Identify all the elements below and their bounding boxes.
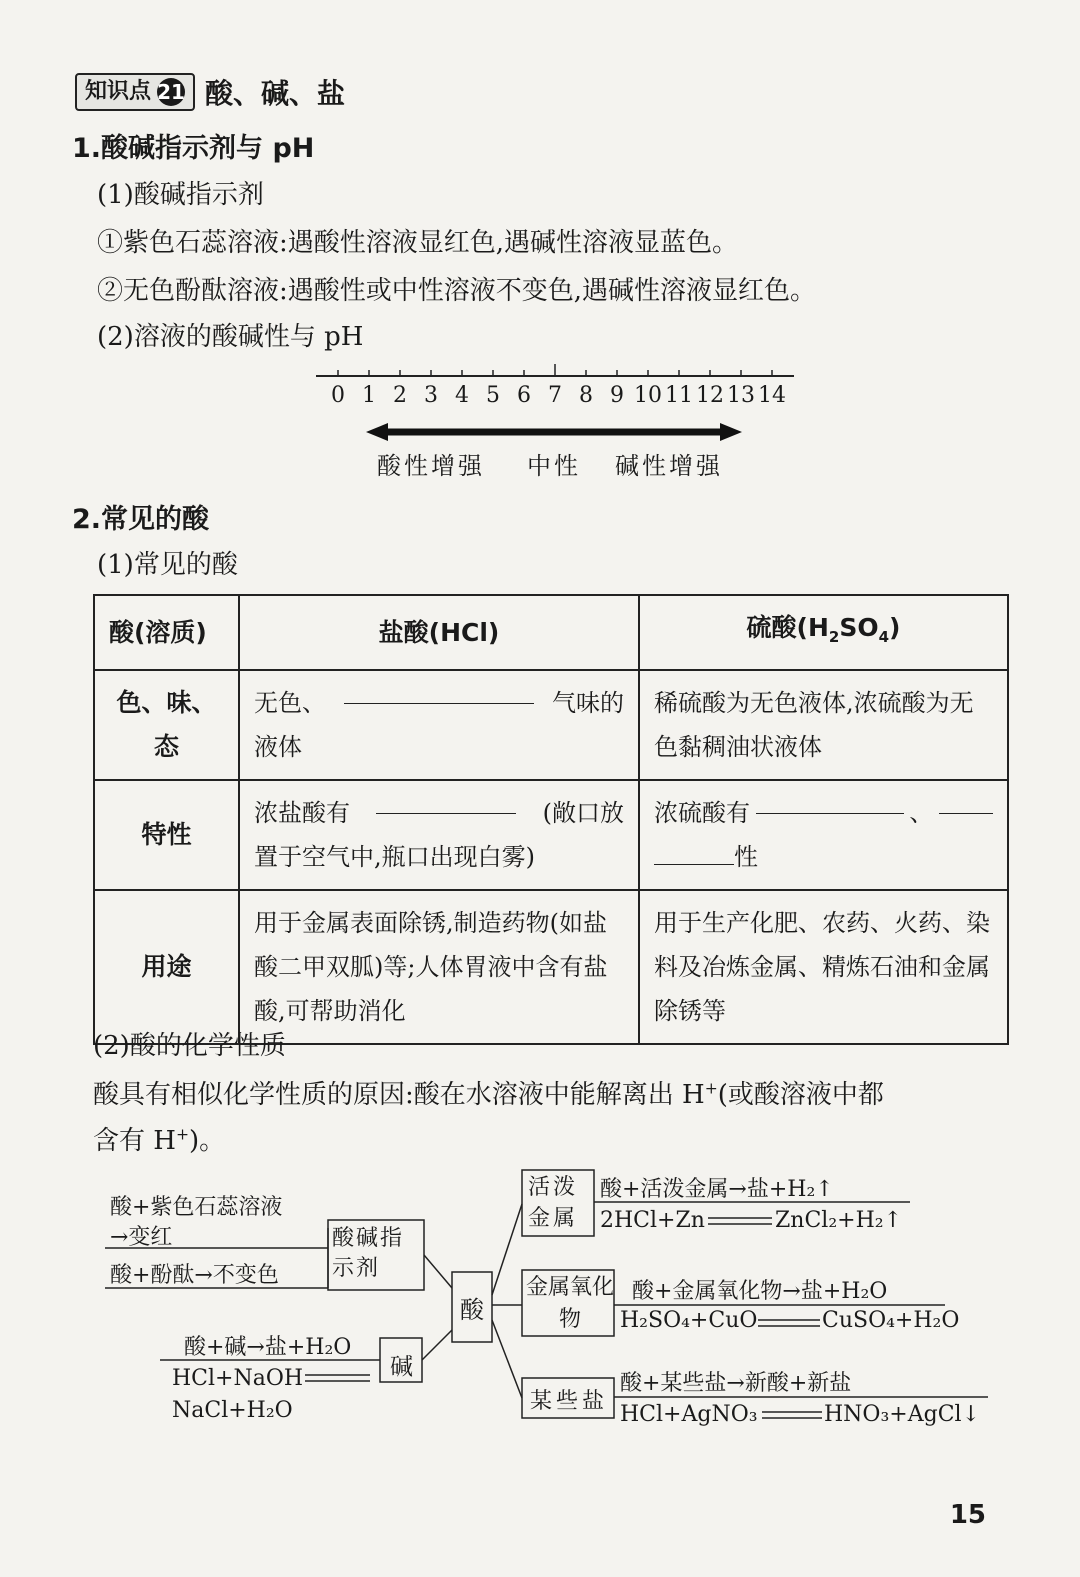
fill-blank[interactable]: [654, 842, 734, 865]
ph-tick-label: 0: [331, 383, 345, 408]
knowledge-point-label: [75, 73, 195, 111]
ph-tick-label: 4: [455, 383, 469, 408]
hcl-appearance-cell: 无色、 气味的 液体: [239, 670, 639, 780]
table-row: [94, 890, 1008, 1044]
h2so4-usage-cell: 用于生产化肥、农药、火药、染料及冶炼金属、精炼石油和金属除锈等: [639, 890, 1008, 1044]
row-head-appearance: 色、味、态: [94, 670, 239, 780]
badge-number: 21: [157, 80, 185, 104]
base-reaction-text: 酸+碱→盐+H₂O: [184, 1335, 352, 1360]
page-number: 15: [949, 1500, 986, 1530]
oxide-equation-left: H₂SO₄+CuO: [620, 1308, 758, 1333]
base-equation-left: HCl+NaOH: [172, 1366, 304, 1391]
ph-tick-label: 12: [696, 383, 724, 408]
ph-tick-label: 8: [579, 383, 593, 408]
ph-tick-label: 1: [362, 383, 376, 408]
subheading-common-acids: (1)常见的酸: [97, 550, 238, 580]
salt-equation-left: HCl+AgNO₃: [620, 1402, 758, 1427]
oxide-equation-right: CuSO₄+H₂O: [822, 1308, 960, 1333]
header-solute: 酸(溶质): [94, 595, 239, 670]
header-h2so4: 硫酸$(H_2SO_4)$: [639, 595, 1008, 670]
reason-line-1: 酸具有相似化学性质的原因:酸在水溶液中能解离出 H+(或酸溶液中都: [93, 1079, 884, 1110]
fill-blank[interactable]: [756, 791, 904, 814]
badge-label-text: 知识点: [85, 79, 152, 104]
hcl-usage-cell: 用于金属表面除锈,制造药物(如盐酸二甲双胍)等;人体胃液中含有盐酸,可帮助消化: [239, 890, 639, 1044]
center-acid-label: 酸: [460, 1296, 484, 1324]
oxide-box-label: 金属氧化物: [526, 1275, 615, 1332]
ph-tick-label: 11: [665, 383, 693, 408]
fill-blank[interactable]: [344, 681, 534, 704]
indicator-box-label: 酸碱指示剂: [332, 1226, 405, 1281]
ph-tick-label: 6: [517, 383, 531, 408]
metal-box-label: 活泼金属: [528, 1175, 579, 1231]
phenolphthalein-line: ②无色酚酞溶液:遇酸性或中性溶液不变色,遇碱性溶液显红色。: [97, 276, 817, 306]
table-header-row: [94, 595, 1008, 670]
fill-blank[interactable]: [376, 791, 516, 814]
table-row: [94, 780, 1008, 890]
ph-tick-label: 9: [610, 383, 624, 408]
ph-arrow-right: [720, 423, 742, 441]
fill-blank[interactable]: [939, 791, 993, 814]
salt-box-label: 某些盐: [530, 1389, 609, 1414]
section-title: 酸、碱、盐: [205, 77, 346, 110]
row-head-usage: 用途: [94, 890, 239, 1044]
ph-tick-label: 2: [393, 383, 407, 408]
ph-tick-label: 3: [424, 383, 438, 408]
neutral-label: 中性: [527, 452, 581, 480]
metal-reaction-text: 酸+活泼金属→盐+H₂↑: [600, 1177, 834, 1202]
h2so4-appearance-cell: 稀硫酸为无色液体,浓硫酸为无色黏稠油状液体: [639, 670, 1008, 780]
subheading-ph: (2)溶液的酸碱性与 pH: [97, 322, 364, 352]
indicator-text-1: 酸+紫色石蕊溶液: [110, 1195, 283, 1220]
oxide-reaction-text: 酸+金属氧化物→盐+H₂O: [632, 1279, 888, 1304]
base-stronger-label: 碱性增强: [615, 452, 723, 480]
acid-stronger-label: 酸性增强: [377, 452, 485, 480]
ph-tick-label: 10: [634, 383, 662, 408]
ph-arrow-left: [366, 423, 388, 441]
metal-equation-left: 2HCl+Zn: [600, 1208, 705, 1233]
base-equation-right: NaCl+H₂O: [172, 1398, 293, 1423]
ph-tick-label: 7: [548, 383, 562, 408]
subheading-chem-props: (2)酸的化学性质: [93, 1031, 286, 1061]
h2so4-property-cell: 浓硫酸有 、 性: [639, 780, 1008, 890]
indicator-text-3: 酸+酚酞→不变色: [110, 1263, 279, 1288]
row-head-property: 特性: [94, 780, 239, 890]
table-row: [94, 670, 1008, 780]
ph-tick-label: 13: [727, 383, 755, 408]
heading-common-acids: 2.常见的酸: [72, 504, 210, 535]
subheading-indicator: (1)酸碱指示剂: [97, 180, 264, 210]
acid-table: [93, 594, 1009, 1045]
section-badge: [75, 74, 345, 110]
ph-tick-label: 14: [758, 383, 786, 408]
indicator-text-2: →变红: [110, 1225, 173, 1250]
base-box-label: 碱: [390, 1354, 413, 1380]
metal-equation-right: ZnCl₂+H₂↑: [775, 1208, 903, 1233]
reason-line-2: 含有 H+)。: [93, 1125, 226, 1156]
ph-tick-label: 5: [486, 383, 500, 408]
salt-reaction-text: 酸+某些盐→新酸+新盐: [620, 1371, 852, 1396]
header-hcl: 盐酸(HCl): [239, 595, 639, 670]
litmus-line: ①紫色石蕊溶液:遇酸性溶液显红色,遇碱性溶液显蓝色。: [97, 228, 739, 258]
heading-indicator-ph: 1.酸碱指示剂与 pH: [72, 133, 315, 164]
salt-equation-right: HNO₃+AgCl↓: [824, 1402, 980, 1427]
hcl-property-cell: 浓盐酸有 (敞口放 置于空气中,瓶口出现白雾): [239, 780, 639, 890]
